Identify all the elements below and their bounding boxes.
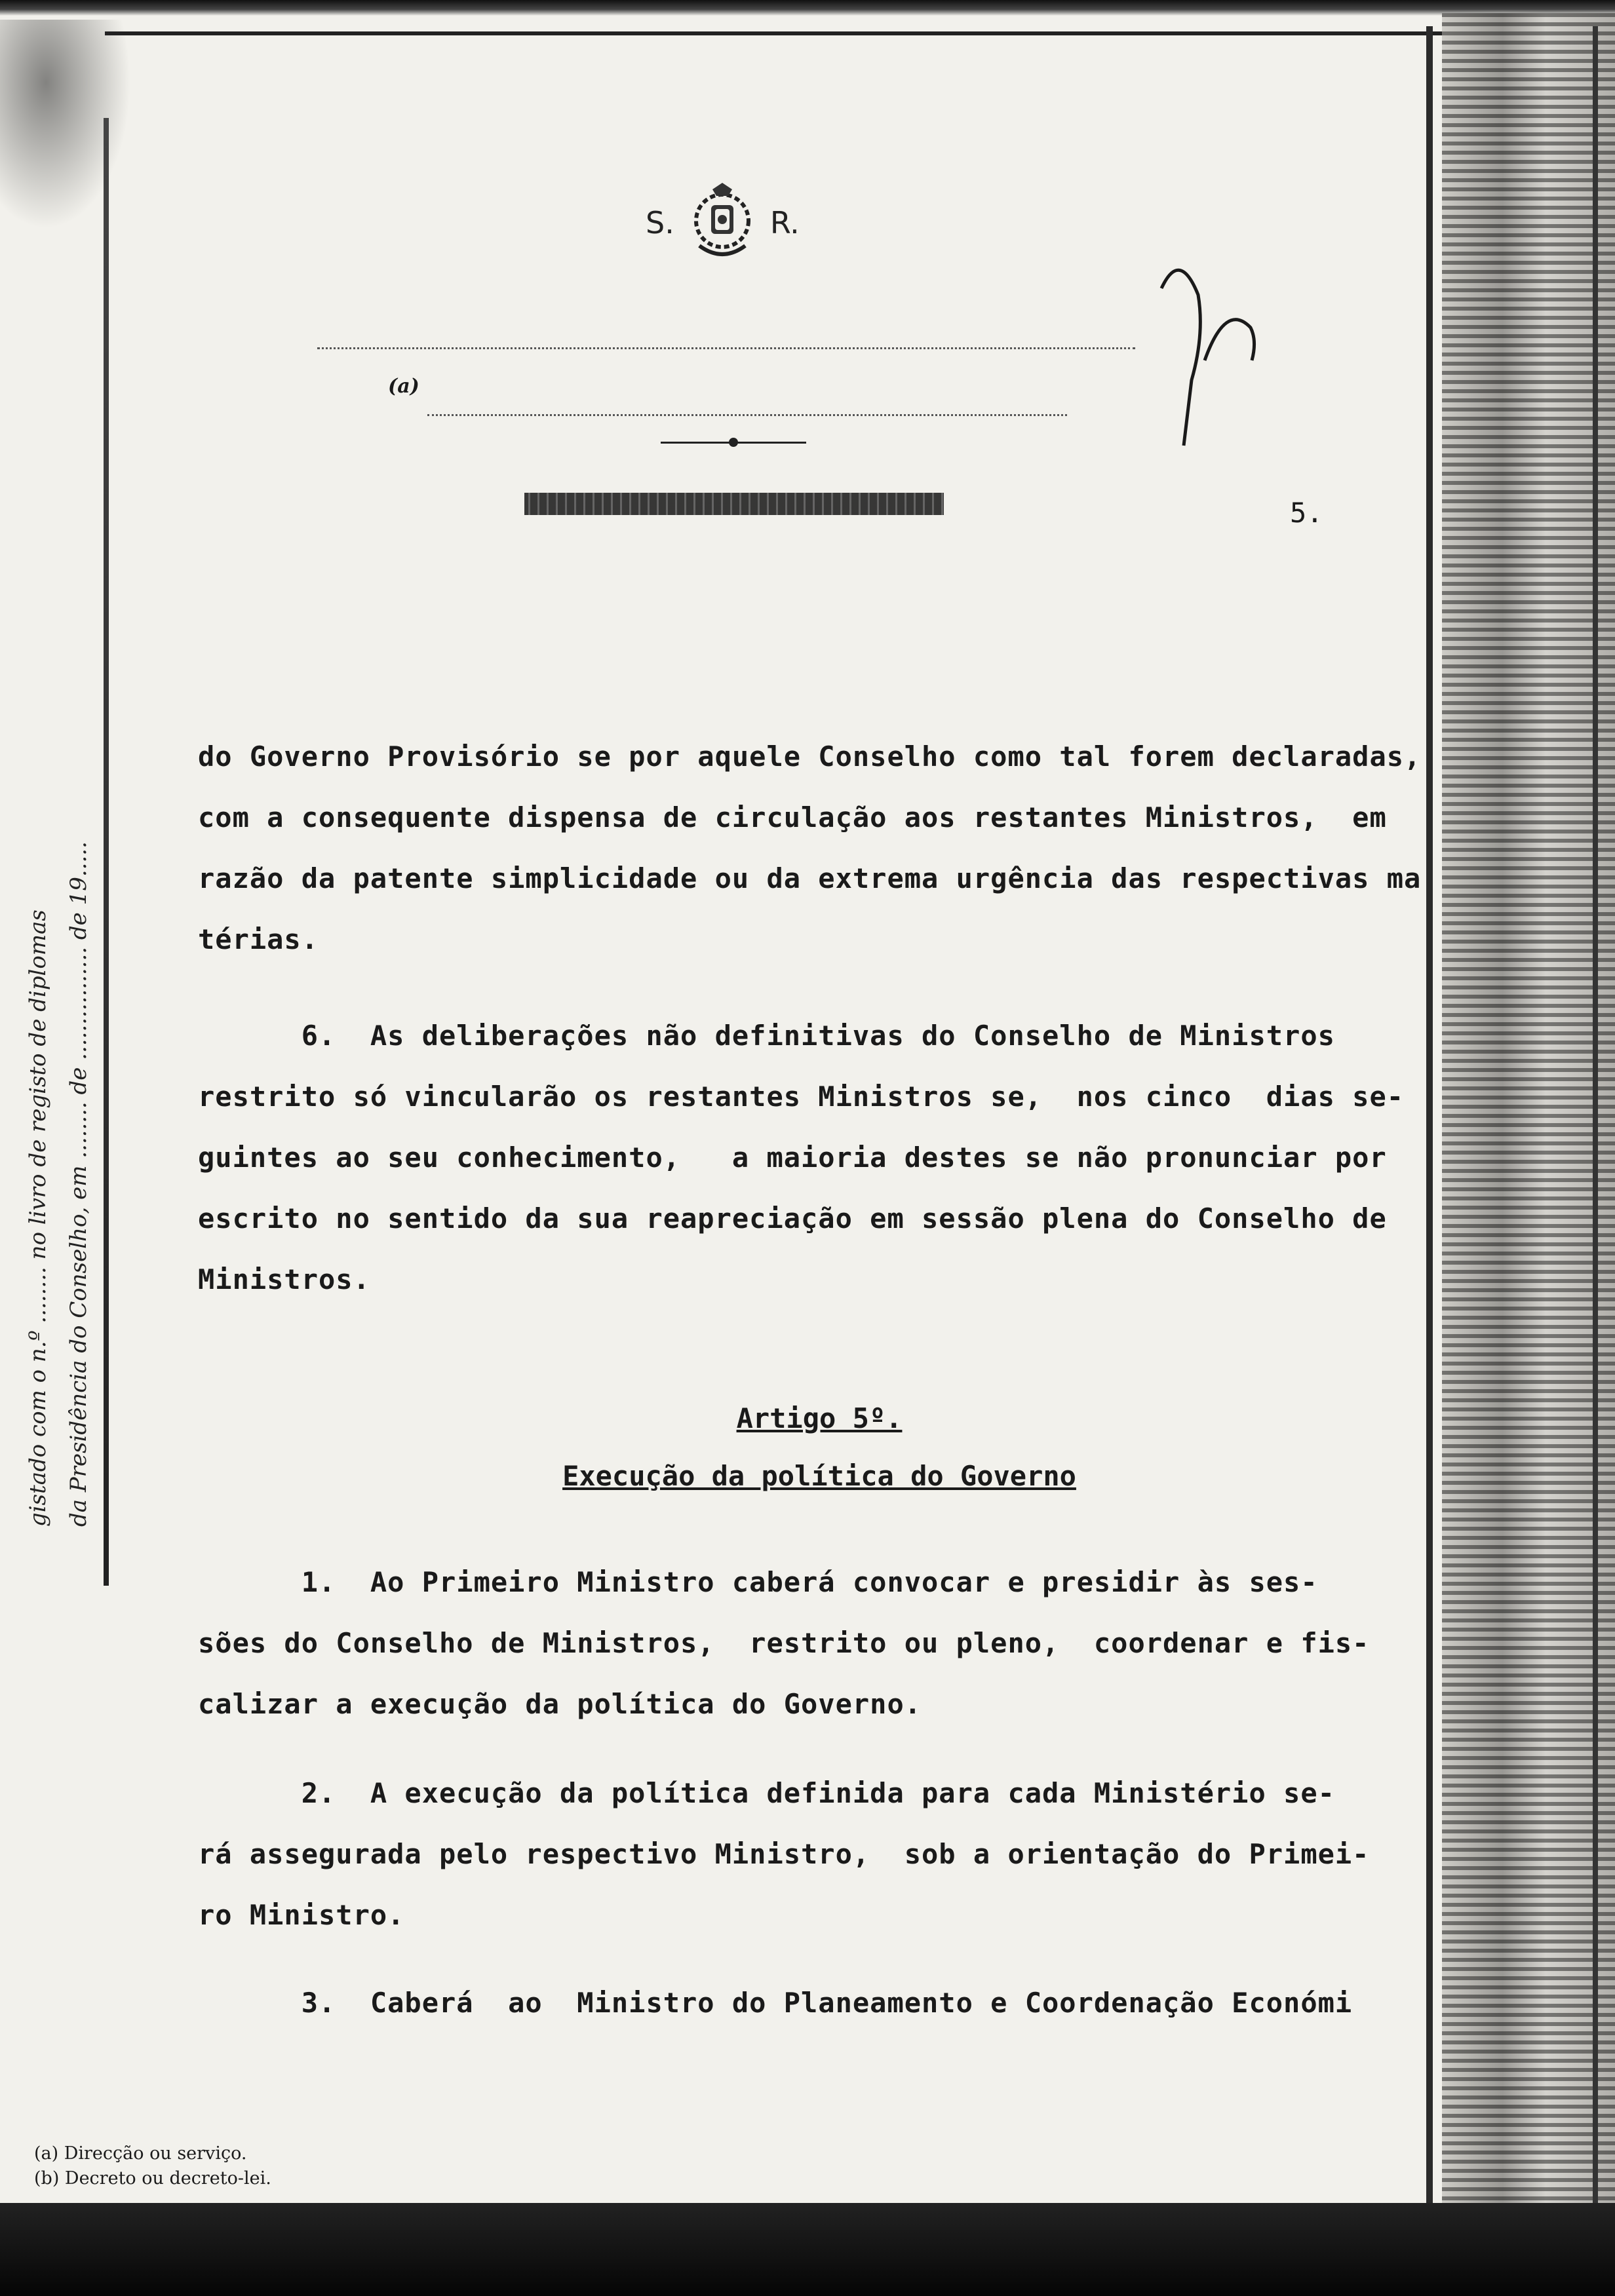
- scan-left-smudge: [0, 20, 131, 229]
- text-line: sões do Conselho de Ministros, restrito ou pleno, coordenar e fis-: [198, 1627, 1370, 1659]
- stamp-line-2: da Presidência do Conselho, em ........ de ................ de 19.....: [66, 841, 92, 1527]
- page-right-border: [1426, 26, 1433, 2208]
- registry-margin-stamp: [25, 675, 106, 1527]
- text-line: 2. A execução da política definida para cada Ministério se-: [198, 1777, 1335, 1809]
- paragraph-6: [198, 1005, 1405, 1310]
- text-line: rá assegurada pelo respectivo Ministro, sob a orientação do Primei-: [198, 1838, 1370, 1870]
- dotted-field-line-1: [317, 347, 1135, 349]
- dotted-field-line-2: [427, 414, 1067, 416]
- text-line: com a consequente dispensa de circulação aos restantes Ministros, em: [198, 801, 1387, 833]
- clause-3: [198, 1972, 1378, 2033]
- footnote-b: (b) Decreto ou decreto-lei.: [34, 2168, 271, 2189]
- text-line: calizar a execução da política do Governo.: [198, 1688, 922, 1720]
- footnote-a: (a) Direcção ou serviço.: [34, 2143, 247, 2164]
- text-line: 6. As deliberações não definitivas do Conselho de Ministros: [198, 1020, 1335, 1052]
- text-line: ro Ministro.: [198, 1899, 405, 1931]
- letterhead-seal: [646, 177, 800, 269]
- scan-top-shadow: [0, 0, 1615, 16]
- text-line: 1. Ao Primeiro Ministro caberá convocar e presidir às ses-: [198, 1566, 1318, 1598]
- scan-top-rule: [105, 31, 1534, 35]
- text-line: escrito no sentido da sua reapreciação em sessão plena do Conselho de: [198, 1202, 1387, 1234]
- text-line: 3. Caberá ao Ministro do Planeamento e Coordenação Económi: [198, 1987, 1353, 2019]
- paragraph-continuation: [198, 726, 1422, 970]
- seal-left-letter: S.: [646, 205, 674, 240]
- scan-far-right-line: [1593, 26, 1598, 2208]
- article-title: Execução da política do Governo: [562, 1460, 1076, 1492]
- coat-of-arms-icon: [686, 180, 758, 265]
- text-line: guintes ao seu conhecimento, a maioria destes se não pronunciar por: [198, 1141, 1387, 1174]
- clause-2: [198, 1763, 1378, 1945]
- stamp-line-1: gistado com o n.º ........ no livro de registo de diplomas: [25, 909, 51, 1527]
- text-line: razão da patente simplicidade ou da extrema urgência das respectivas ma: [198, 862, 1422, 894]
- seal-right-letter: R.: [769, 205, 800, 240]
- text-line: Ministros.: [198, 1263, 370, 1295]
- page-number: 5.: [1290, 497, 1323, 529]
- footnotes: [34, 2141, 271, 2191]
- text-line: térias.: [198, 923, 319, 955]
- separator-dot: [729, 438, 738, 447]
- article-heading: Artigo 5º.: [736, 1402, 903, 1434]
- field-a-label: (a): [388, 375, 419, 398]
- clause-1: [198, 1552, 1378, 1734]
- struck-out-text: [524, 493, 944, 515]
- text-line: restrito só vincularão os restantes Ministros se, nos cinco dias se-: [198, 1081, 1405, 1113]
- scan-bottom-shadow: [0, 2203, 1615, 2296]
- scan-right-edge: [1442, 13, 1615, 2208]
- text-line: do Governo Provisório se por aquele Conselho como tal forem declaradas,: [198, 740, 1422, 773]
- handwritten-initial: [1154, 256, 1298, 465]
